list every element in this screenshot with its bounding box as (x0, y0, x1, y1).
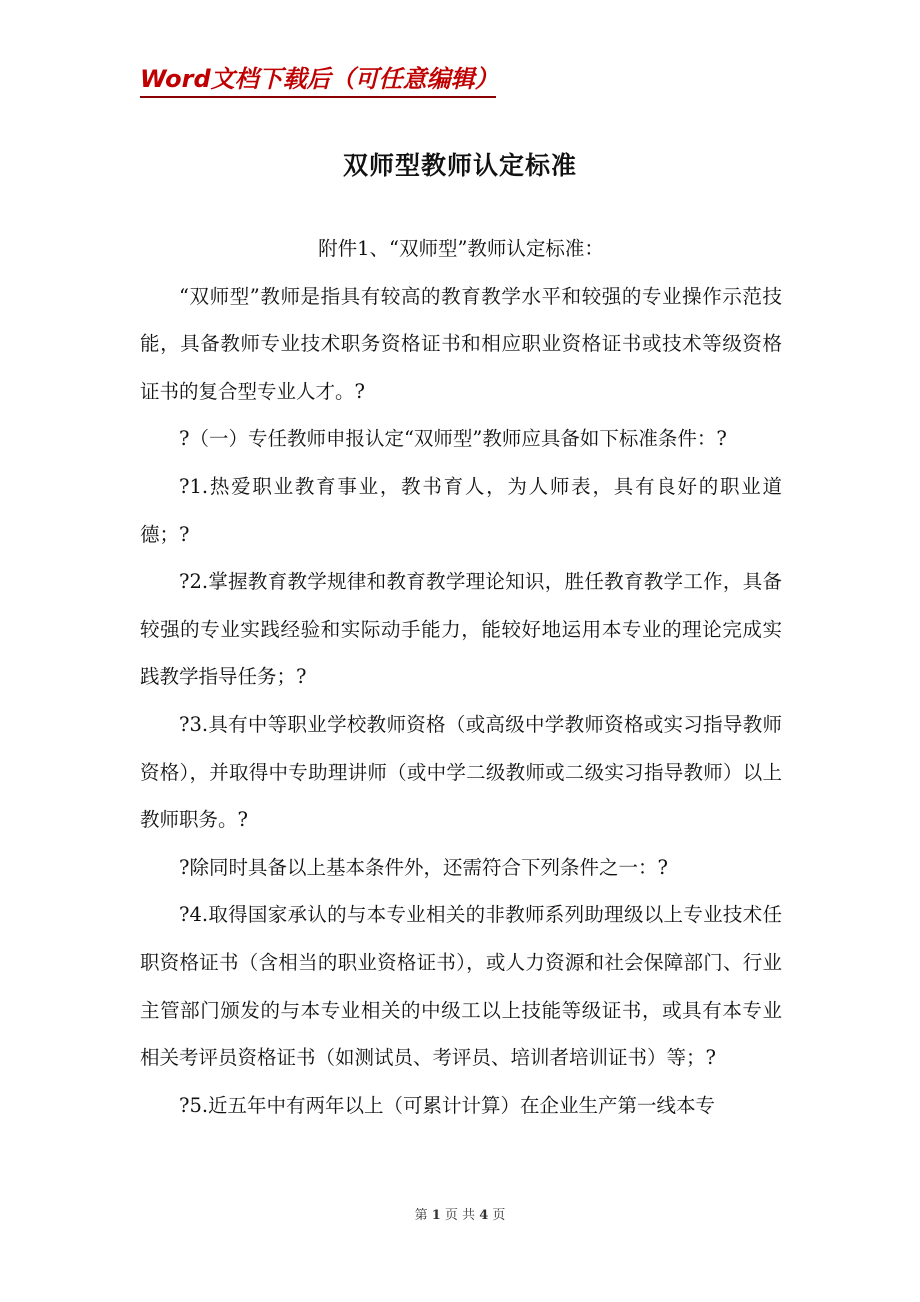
document-title: 双师型教师认定标准 (342, 151, 577, 180)
additional-condition-paragraph: ?除同时具备以上基本条件外，还需符合下列条件之一：? (179, 855, 668, 879)
criterion-paragraph-5: ?5.近五年中有两年以上（可累计计算）在企业生产第一线本专 (179, 1093, 716, 1117)
footer-prefix: 第 (414, 1208, 428, 1223)
criterion-paragraph-3: ?3.具有中等职业学校教师资格（或高级中学教师资格或实习指导教师资格），并取得中专助理讲师（或中学二级教师或二级实习指导教师）以上教师职务。? (140, 712, 782, 832)
page-footer (0, 1204, 920, 1228)
criterion-paragraph-1: ?1.热爱职业教育事业，教书育人，为人师表，具有良好的职业道德；? (140, 474, 782, 546)
footer-current-page: 1 (431, 1208, 441, 1223)
criterion-paragraph-2: ?2.掌握教育教学规律和教育教学理论知识，胜任教育教学工作，具备较强的专业实践经验和实际动手能力，能较好地运用本专业的理论完成实践教学指导任务；? (140, 570, 782, 689)
attachment-heading: 附件1、“双师型”教师认定标准： (318, 237, 604, 260)
document-body (140, 225, 782, 1129)
footer-total-pages: 4 (479, 1208, 489, 1223)
header-banner-text: Word文档下载后（可任意编辑） (140, 65, 499, 93)
definition-paragraph: “双师型”教师是指具有较高的教育教学水平和较强的专业操作示范技能，具备教师专业技术职务资格证书和相应职业资格证书或技术等级资格证书的复合型专业人才。? (140, 284, 782, 403)
criterion-paragraph-4: ?4.取得国家承认的与本专业相关的非教师系列助理级以上专业技术任职资格证书（含相当的职业资格证书），或人力资源和社会保障部门、行业主管部门颁发的与本专业相关的中级工以上技能等级证书，或具有本专业相关考评员资格证书（如测试员、考评员、培训者培训证书）等；? (140, 903, 782, 1070)
page-header (140, 62, 499, 98)
footer-middle: 页 共 (444, 1208, 476, 1223)
footer-suffix: 页 (492, 1208, 506, 1223)
section-heading-paragraph: ?（一）专任教师申报认定“双师型”教师应具备如下标准条件：? (179, 427, 727, 451)
